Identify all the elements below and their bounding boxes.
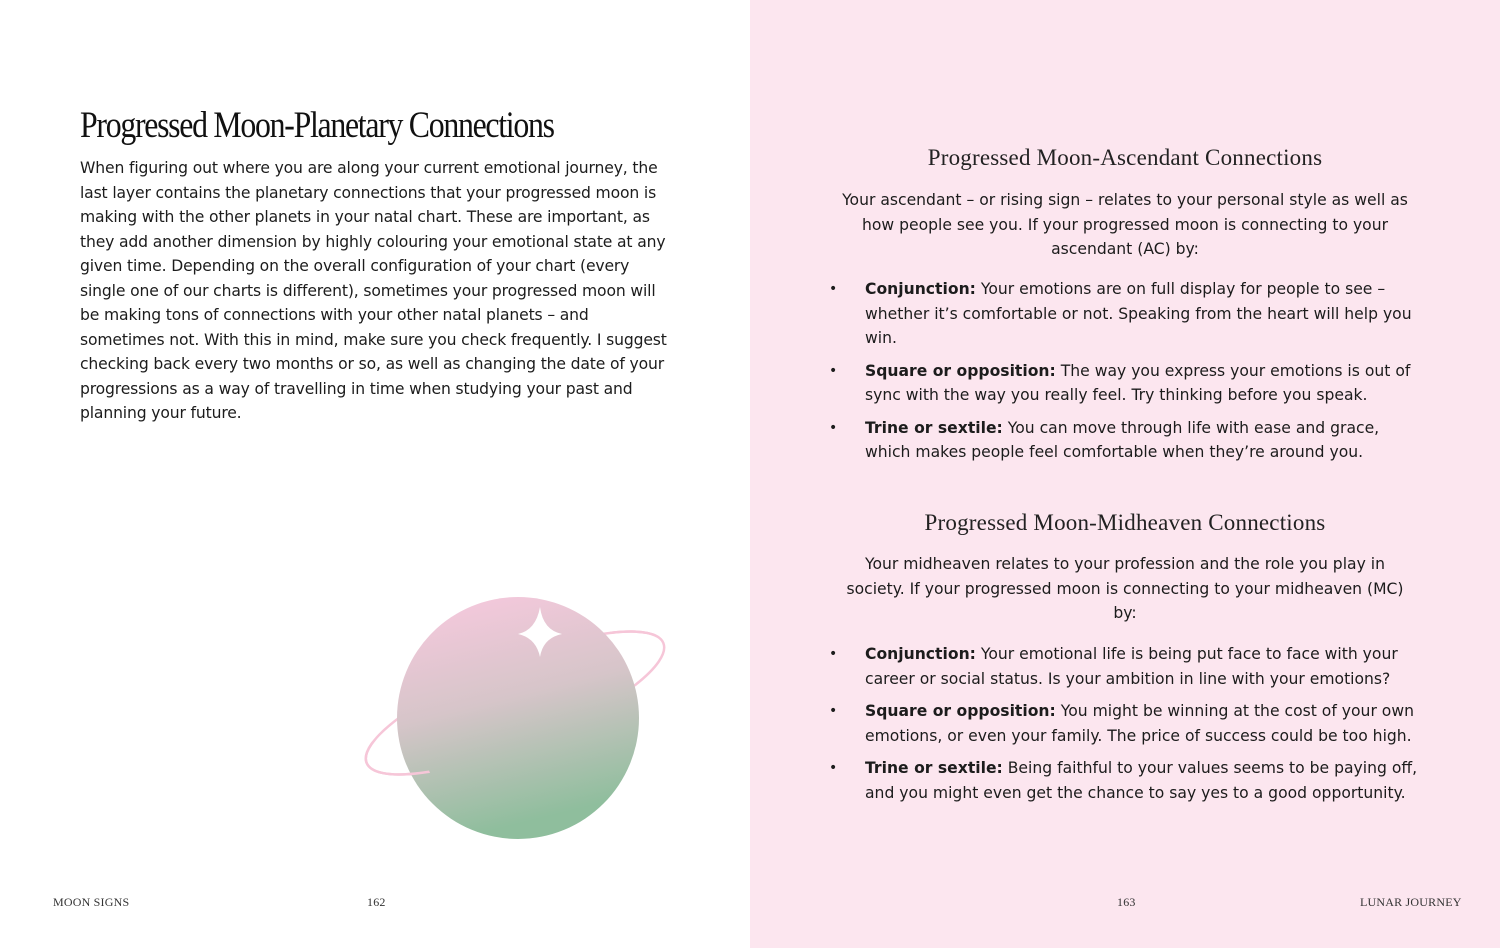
page-number-right: 163	[1117, 895, 1136, 909]
midheaven-intro: Your midheaven relates to your profession and the role you play in society. If your progressed moon is connecting to your midheaven (MC) by:	[846, 555, 1404, 622]
aspect-description: Your emotional life is being put face to face with your career or social status. Is your ambition in line with your emotions?	[865, 645, 1398, 688]
list-item	[825, 277, 1425, 351]
aspect-description: You might be winning at the cost of your own emotions, or even your family. The price of success could be too high.	[865, 702, 1414, 745]
aspect-description: Being faithful to your values seems to be paying off, and you might even get the chance to say yes to a good opportunity.	[865, 759, 1418, 802]
bullet-icon: •	[829, 281, 838, 297]
bullet-icon: •	[829, 646, 838, 662]
bullet-icon: •	[829, 760, 838, 776]
list-item	[825, 699, 1425, 748]
midheaven-section-title: Progressed Moon-Midheaven Connections	[924, 510, 1326, 535]
aspect-term: Trine or sextile:	[865, 418, 1003, 437]
ascendant-list	[825, 277, 1425, 473]
list-item	[825, 642, 1425, 691]
aspect-description: The way you express your emotions is out of sync with the way you really feel. Try thinking before you speak.	[865, 361, 1411, 404]
ringed-planet-icon	[350, 585, 680, 850]
bullet-icon: •	[829, 419, 838, 436]
footer-book-title: MOON SIGNS	[53, 895, 130, 909]
bullet-icon: •	[829, 362, 838, 379]
aspect-term: Square or opposition:	[865, 702, 1056, 720]
aspect-term: Conjunction:	[865, 645, 976, 663]
planet-body	[397, 597, 639, 839]
ascendant-section-title: Progressed Moon-Ascendant Connections	[927, 145, 1323, 170]
list-item	[825, 359, 1425, 408]
aspect-term: Conjunction:	[865, 280, 976, 298]
page-number-left: 162	[367, 895, 386, 909]
aspect-description: Your emotions are on full display for people to see – whether it’s comfortable or not. Speaking from the heart will help you win.	[865, 280, 1412, 347]
bullet-icon: •	[829, 703, 838, 719]
aspect-term: Trine or sextile:	[865, 759, 1003, 777]
list-item	[825, 756, 1425, 805]
right-page	[750, 0, 1500, 948]
intro-paragraph: When figuring out where you are along your current emotional journey, the last layer contains the planetary connections that your progressed moon is making with the other planets in your natal chart. These are important, as they add another dimension by highly colouring your emotional state at any given time. Depending on the overall configuration of your chart (every single one of our charts is different), sometimes your progressed moon will be making tons of connections with your other natal planets – and sometimes not. With this in mind, make sure you check frequently. I suggest checking back every two months or so, as well as changing the date of your progressions as a way of travelling in time when studying your past and planning your future.	[80, 159, 667, 422]
midheaven-list	[825, 642, 1425, 813]
aspect-description: You can move through life with ease and grace, which makes people feel comfortable when they’re around you.	[865, 418, 1380, 461]
aspect-term: Square or opposition:	[865, 361, 1056, 380]
ascendant-intro: Your ascendant – or rising sign – relates to your personal style as well as how people see you. If your progressed moon is connecting to your ascendant (AC) by:	[842, 191, 1408, 258]
footer-chapter-title: LUNAR JOURNEY	[1360, 895, 1462, 909]
list-item	[825, 416, 1425, 465]
page-title: Progressed Moon-Planetary Connections	[80, 105, 554, 146]
